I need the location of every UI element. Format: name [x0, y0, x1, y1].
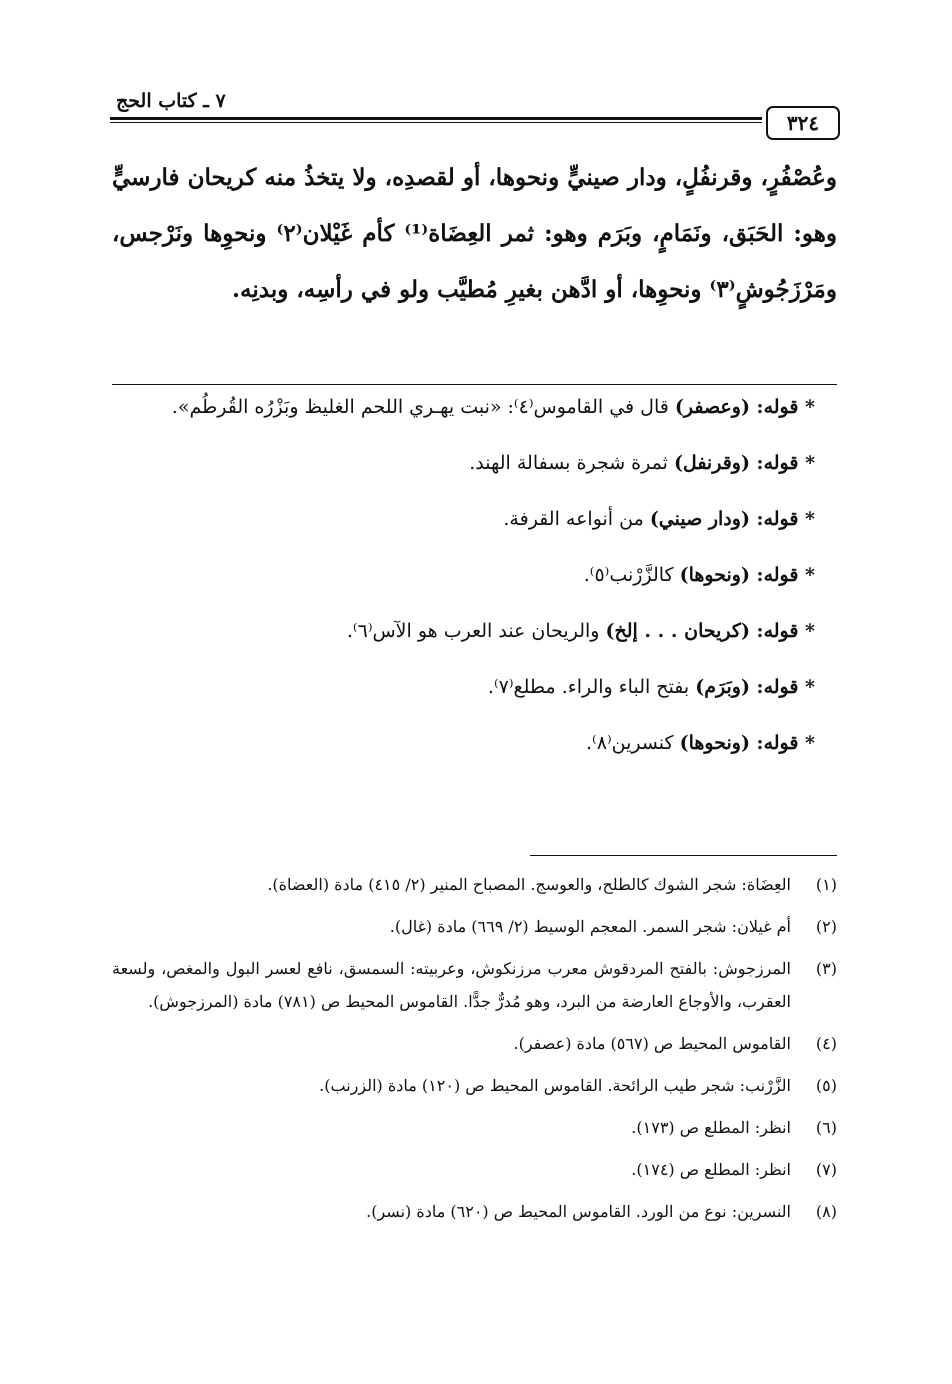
main-text: وعُصْفُرٍ، وقرنفُلٍ، ودار صينيٍّ ونحوها، أو لقصدِه، ولا يتخذُ منه كريحان فارسيٍّ وهو: الحَبَق، ونَمَامٍ، وبَرَم وهو: ثمر العِضَاة⁽¹⁾ كأم غَيْلان⁽٢⁾ ونحوِها ونَرْجس، ومَرْزَجُوشٍ⁽٣⁾ ونحوِها، أو ادَّهن بغيرِ مُطيَّب ولو في رأسِه، وبدنِه.: [112, 164, 838, 303]
header-rule: [110, 117, 762, 120]
note-item: [112, 444, 837, 482]
header-rule-thin: [110, 122, 762, 123]
note-item: [112, 724, 837, 762]
text-separator: [112, 384, 837, 385]
footnote: [112, 1111, 837, 1144]
main-text-block: [112, 150, 837, 318]
footnote-number: (٤): [815, 1034, 837, 1053]
footnote-text: المرزجوش: بالفتح المردقوش معرب مرزنكوش، وعربيته: السمسق، نافع لعسر البول والمغص، ولسعة العقرب، والأوجاع العارضة من البرد، وهو مُدرٌّ جدًّا. القاموس المحيط ص (٧٨١) مادة (المرزجوش).: [112, 959, 791, 1011]
footnote: [112, 910, 837, 943]
chapter-title: ٧ ـ كتاب الحج: [116, 90, 226, 112]
footnote-number: (٣): [815, 959, 837, 978]
footnote-number: (٨): [815, 1202, 837, 1221]
footnote-number: (٦): [815, 1118, 837, 1137]
footnote-rule: [530, 855, 837, 856]
footnotes: [112, 868, 837, 1237]
footnote-number: (٥): [815, 1076, 837, 1095]
footnote-text: الزَّرْنب: شجر طيب الرائحة. القاموس المحيط ص (١٢٠) مادة (الزرنب).: [319, 1076, 791, 1095]
note-label: * قوله: (ونحوها): [679, 732, 815, 754]
footnote: [112, 1153, 837, 1186]
note-label: * قوله: (وقرنفل): [673, 452, 815, 474]
footnote-text: العِضَاة: شجر الشوك كالطلح، والعوسج. المصباح المنير (٢/ ٤١٥) مادة (العضاة).: [267, 875, 791, 894]
note-item: [112, 500, 837, 538]
page-header: [110, 72, 840, 142]
footnote-number: (٧): [815, 1160, 837, 1179]
note-label: * قوله: (ودار صيني): [649, 508, 815, 530]
footnote-text: انظر: المطلع ص (١٧٣).: [631, 1118, 791, 1137]
footnote-text: أم غيلان: شجر السمر. المعجم الوسيط (٢/ ٦٦٩) مادة (غال).: [389, 917, 791, 936]
page-number: ٣٢٤: [766, 106, 840, 140]
note-label: * قوله: (ونحوها): [679, 564, 815, 586]
note-item: [112, 612, 837, 650]
note-label: * قوله: (كريحان . . . إلخ): [605, 620, 815, 642]
footnote-text: القاموس المحيط ص (٥٦٧) مادة (عصفر).: [513, 1034, 791, 1053]
footnote: [112, 952, 837, 1018]
note-label: * قوله: (وعصفر): [674, 396, 815, 418]
commentary-notes: [112, 388, 837, 762]
footnote-text: النسرين: نوع من الورد. القاموس المحيط ص (٦٢٠) مادة (نسر).: [366, 1202, 791, 1221]
note-text: كنسرين⁽٨⁾.: [586, 732, 680, 754]
note-text: من أنواعه القرفة.: [503, 508, 650, 530]
note-text: كالزَّرْنب⁽٥⁾.: [583, 564, 680, 586]
footnote-number: (٢): [815, 917, 837, 936]
footnote: [112, 1069, 837, 1102]
note-item: [112, 668, 837, 706]
note-text: بفتح الباء والراء. مطلع⁽٧⁾.: [487, 676, 696, 698]
footnote-number: (١): [815, 875, 837, 894]
note-label: * قوله: (وبَرَم): [695, 676, 815, 698]
footnote: [112, 1195, 837, 1228]
note-text: ثمرة شجرة بسفالة الهند.: [469, 452, 674, 474]
note-item: [112, 388, 837, 426]
footnote-text: انظر: المطلع ص (١٧٤).: [631, 1160, 791, 1179]
note-text: والريحان عند العرب هو الآس⁽٦⁾.: [346, 620, 606, 642]
note-text: قال في القاموس⁽٤⁾: «نبت يهـري اللحم الغليظ وبَزْرُه القُرطُم».: [171, 396, 675, 418]
note-item: [112, 556, 837, 594]
footnote: [112, 1027, 837, 1060]
footnote: [112, 868, 837, 901]
